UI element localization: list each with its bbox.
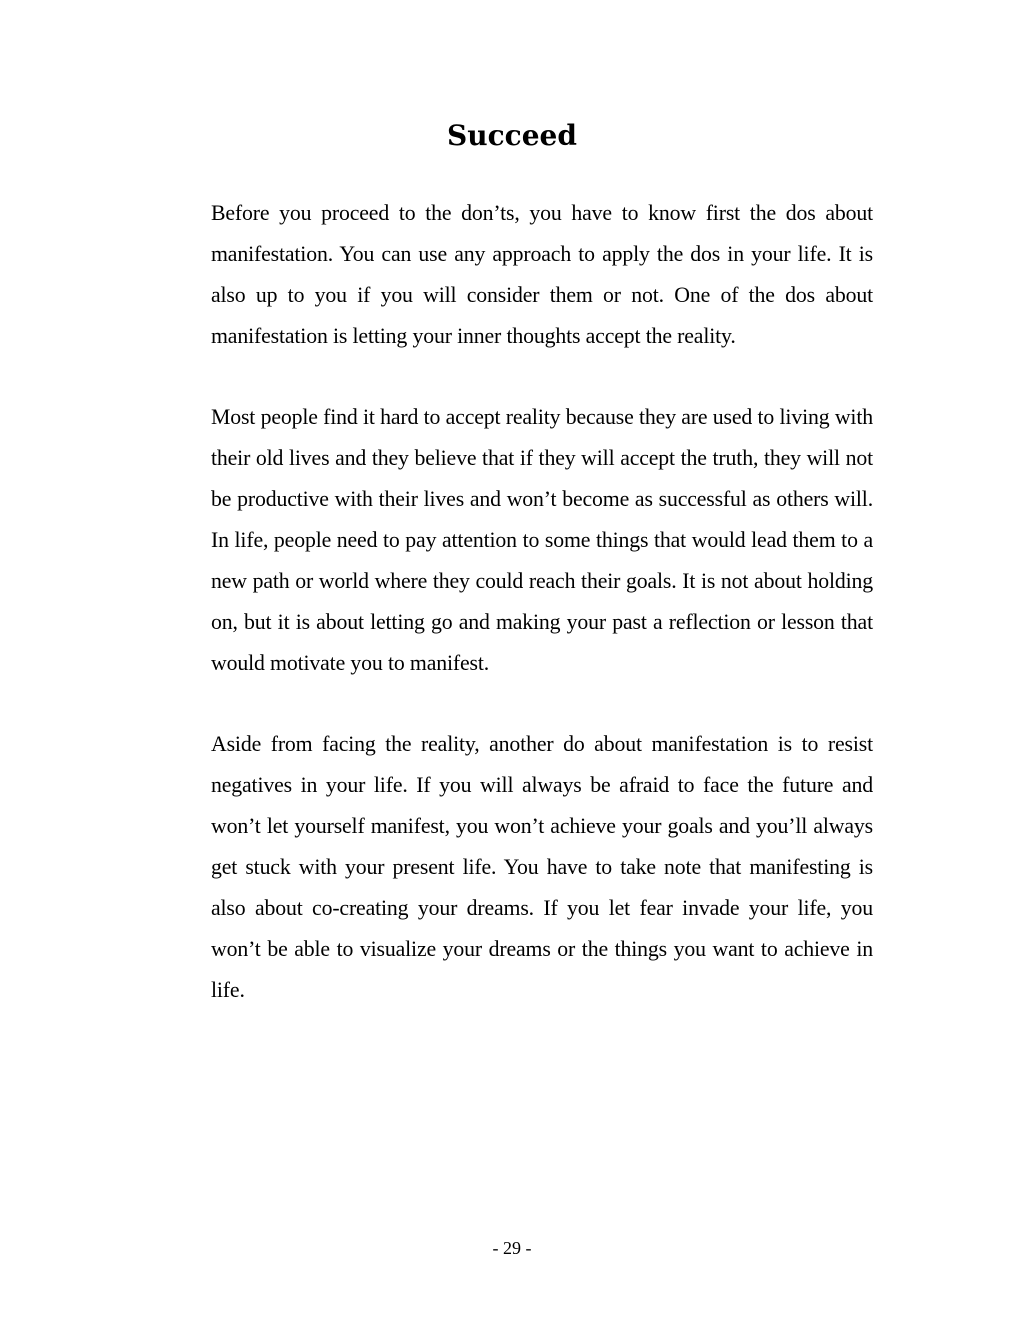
paragraph-3 — [211, 724, 873, 1011]
page-title: Succeed — [447, 119, 577, 152]
paragraph-2-text: Most people find it hard to accept reality because they are used to living with their old lives and they believe that if they will accept the truth, they will not be productive with their lives and won’t become as successful as others will. In life, people need to pay attention to some things that would lead them to a new path or world where they could reach their goals. It is not about holding on, but it is about letting go and making your past a reflection or lesson that would motivate you to manifest. — [211, 405, 873, 675]
body-text — [211, 193, 873, 1051]
paragraph-3-text: Aside from facing the reality, another do about manifestation is to resist negatives in your life. If you will always be afraid to face the future and won’t let yourself manifest, you won’t achieve your goals and you’ll always get stuck with your present life. You have to take note that manifesting is also about co-creating your dreams. If you let fear invade your life, you won’t be able to visualize your dreams or the things you want to achieve in life. — [211, 732, 873, 1002]
paragraph-2 — [211, 397, 873, 684]
paragraph-1-text: Before you proceed to the don’ts, you have to know first the dos about manifestation. You can use any approach to apply the dos in your life. It is also up to you if you will consider them or not. One of the dos about manifestation is letting your inner thoughts accept the reality. — [211, 201, 873, 348]
page-number: - 29 - — [492, 1238, 532, 1258]
paragraph-1 — [211, 193, 873, 357]
